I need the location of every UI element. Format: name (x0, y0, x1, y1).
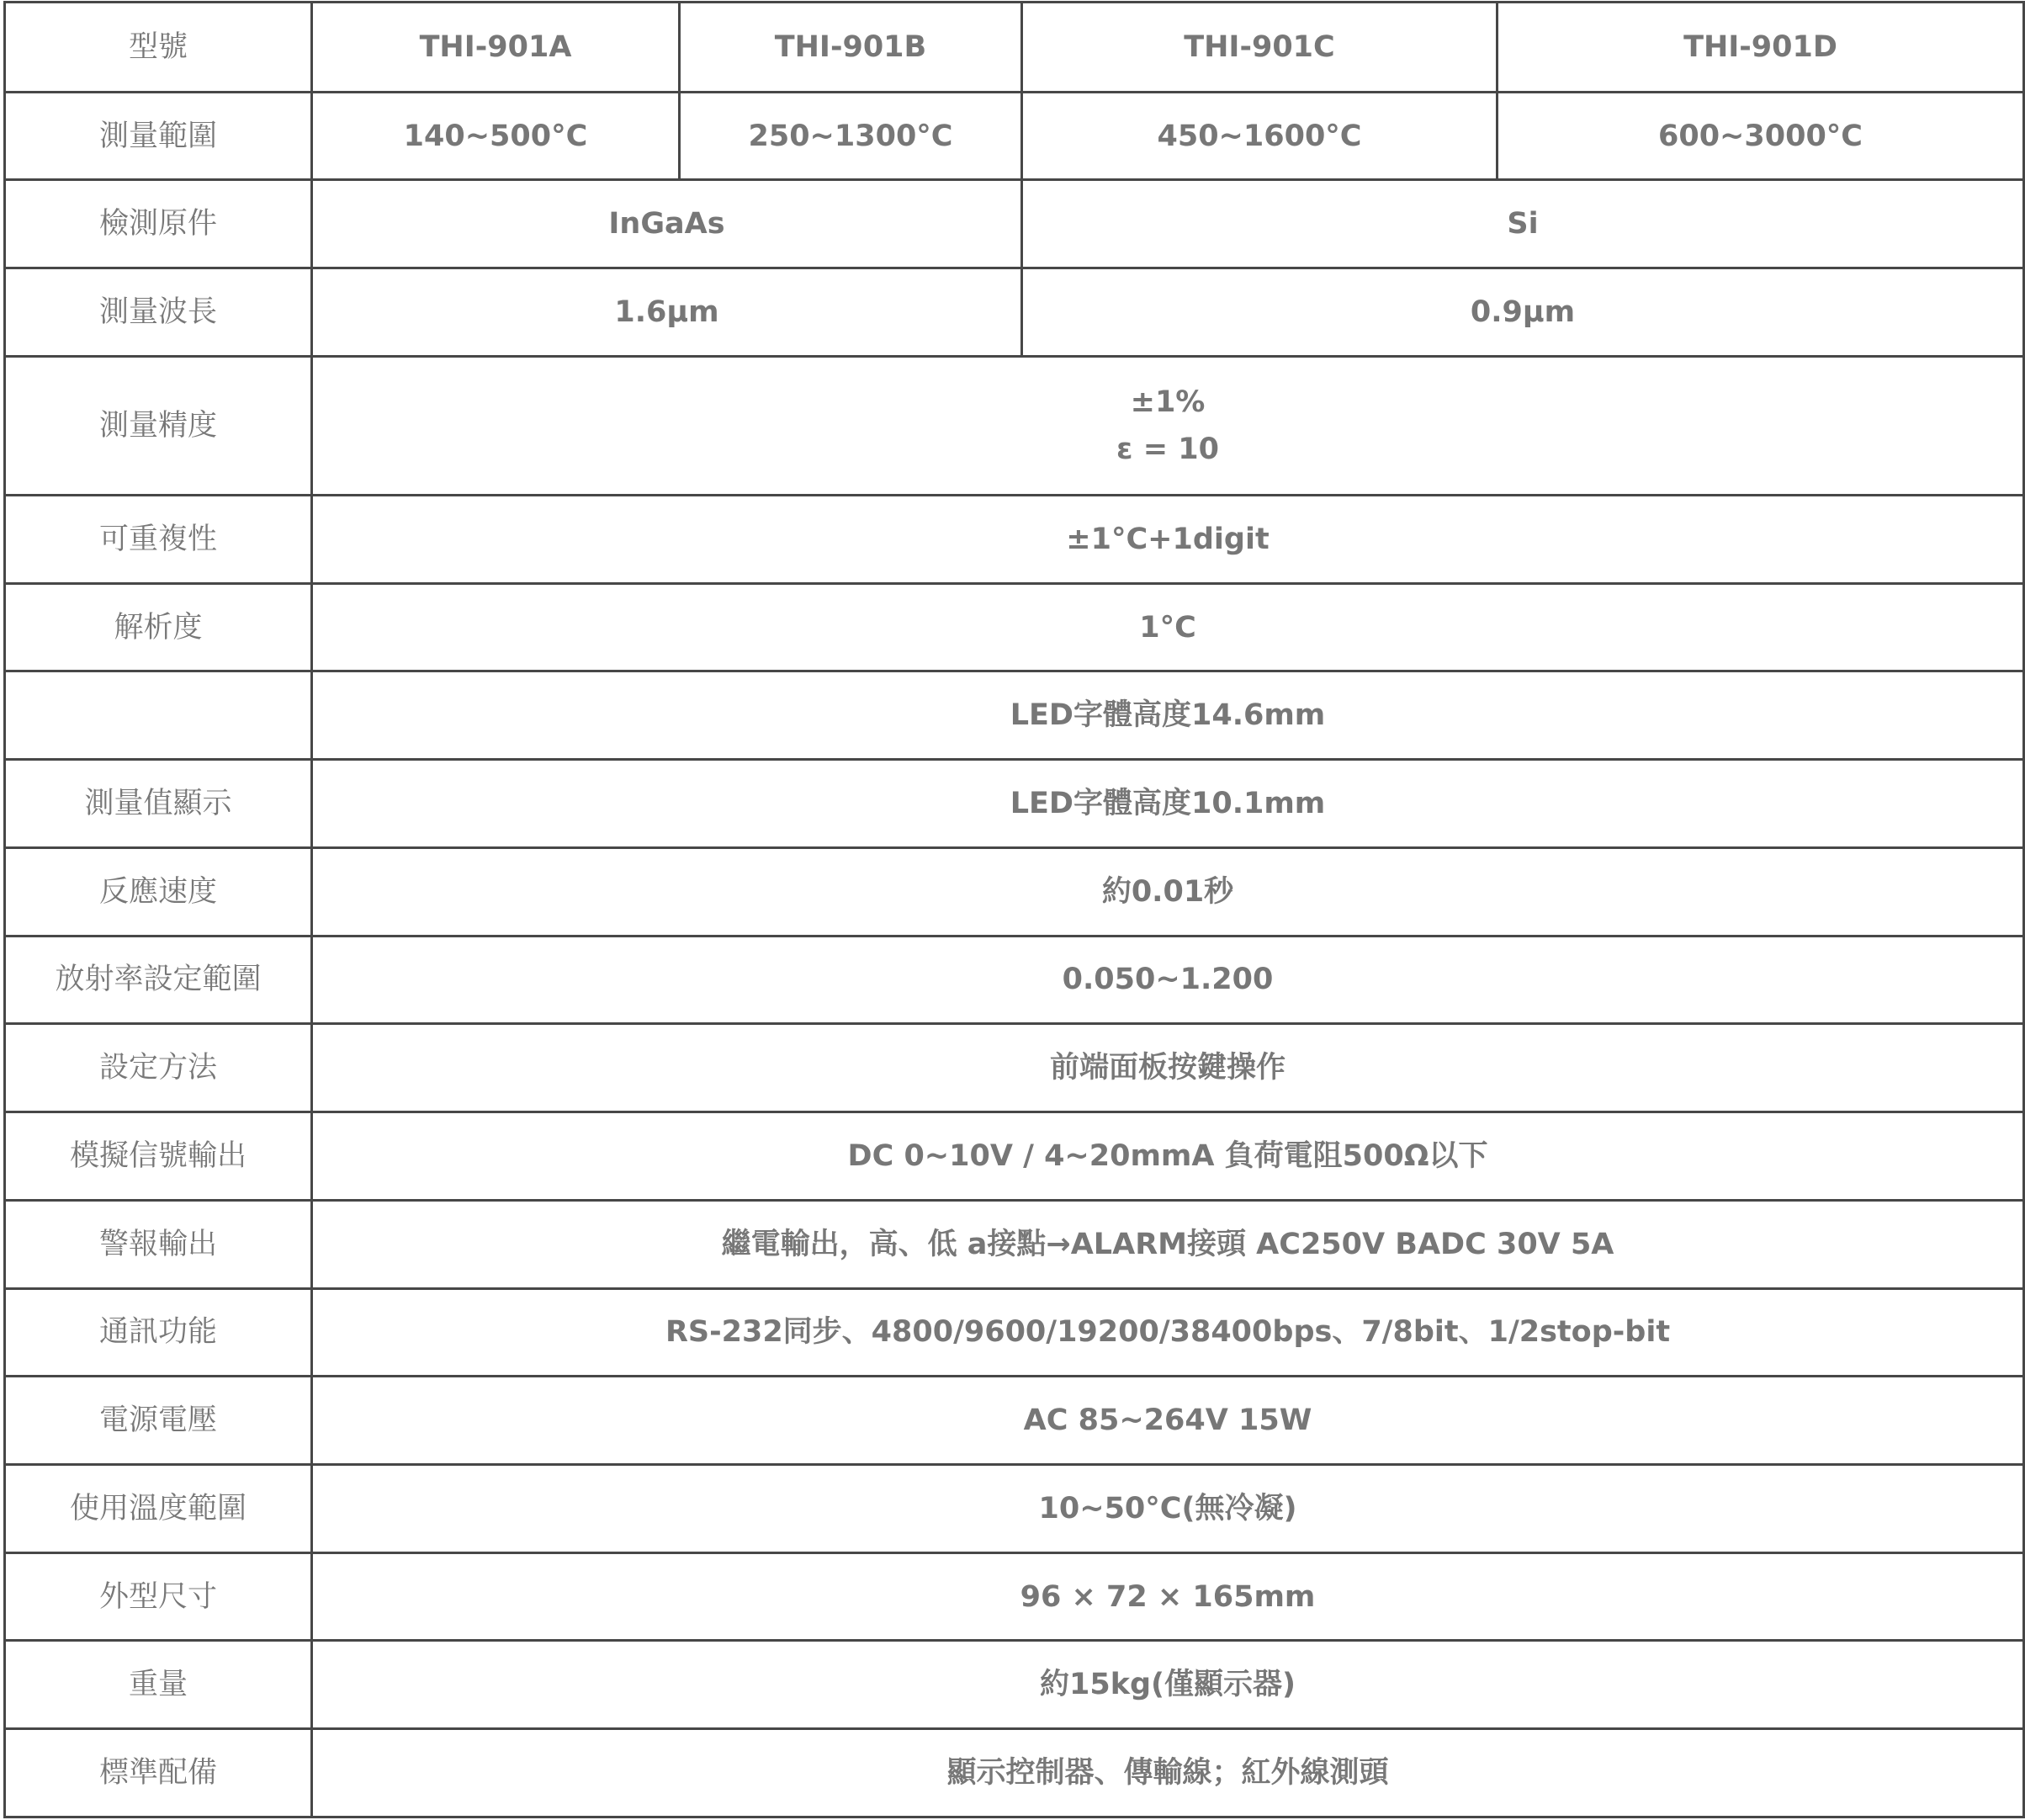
display-cell: LED字體高度14.6mm (312, 671, 2024, 760)
row-label-repeatability: 可重複性 (5, 496, 312, 584)
table-row (5, 356, 2024, 495)
table-row (5, 671, 2024, 760)
standard-cell: 顯示控制器、傳輸線；紅外線測頭 (312, 1729, 2024, 1817)
row-label-resolution: 解析度 (5, 583, 312, 671)
row-label-range: 測量範圍 (5, 92, 312, 180)
range-cell: 140~500°C (312, 92, 680, 180)
repeatability-cell: ±1°C+1digit (312, 496, 2024, 584)
comm-cell: RS-232同步、4800/9600/19200/38400bps、7/8bit、1/2stop-bit (312, 1288, 2024, 1377)
range-cell: 600~3000°C (1498, 92, 2024, 180)
accuracy-line: ±1% (1130, 385, 1206, 419)
size-cell: 96 × 72 × 165mm (312, 1552, 2024, 1641)
row-label-response: 反應速度 (5, 847, 312, 936)
table-row (5, 1200, 2024, 1288)
row-label-weight: 重量 (5, 1641, 312, 1729)
wavelength-cell: 0.9μm (1022, 268, 2024, 357)
row-label-standard: 標準配備 (5, 1729, 312, 1817)
table-row (5, 1464, 2024, 1552)
row-label-alarm: 警報輸出 (5, 1200, 312, 1288)
row-label-empty (5, 671, 312, 760)
spec-table (3, 1, 2025, 1818)
setting-cell: 前端面板按鍵操作 (312, 1024, 2024, 1112)
table-row (5, 1729, 2024, 1817)
table-row (5, 180, 2024, 268)
row-label-power: 電源電壓 (5, 1377, 312, 1465)
table-row (5, 847, 2024, 936)
row-label-comm: 通訊功能 (5, 1288, 312, 1377)
detector-cell: InGaAs (312, 180, 1022, 268)
power-cell: AC 85~264V 15W (312, 1377, 2024, 1465)
table-row (5, 268, 2024, 357)
range-cell: 250~1300°C (680, 92, 1022, 180)
model-cell: THI-901D (1498, 3, 2024, 93)
table-row (5, 1641, 2024, 1729)
wavelength-cell: 1.6μm (312, 268, 1022, 357)
row-label-size: 外型尺寸 (5, 1552, 312, 1641)
row-label-analog: 模擬信號輸出 (5, 1112, 312, 1201)
analog-cell: DC 0~10V / 4~20mmA 負荷電阻500Ω以下 (312, 1112, 2024, 1201)
table-row (5, 3, 2024, 93)
model-cell: THI-901C (1022, 3, 1498, 93)
accuracy-line: ε = 10 (1116, 432, 1219, 466)
table-row (5, 92, 2024, 180)
row-label-setting: 設定方法 (5, 1024, 312, 1112)
row-label-display: 測量值顯示 (5, 760, 312, 848)
row-label-temp: 使用溫度範圍 (5, 1464, 312, 1552)
model-cell: THI-901A (312, 3, 680, 93)
response-cell: 約0.01秒 (312, 847, 2024, 936)
table-row (5, 1112, 2024, 1201)
model-cell: THI-901B (680, 3, 1022, 93)
table-row (5, 1552, 2024, 1641)
table-row (5, 496, 2024, 584)
weight-cell: 約15kg(僅顯示器) (312, 1641, 2024, 1729)
row-label-accuracy: 測量精度 (5, 356, 312, 495)
alarm-cell: 繼電輸出，高、低 a接點→ALARM接頭 AC250V BADC 30V 5A (312, 1200, 2024, 1288)
resolution-cell: 1°C (312, 583, 2024, 671)
table-row (5, 583, 2024, 671)
row-label-wavelength: 測量波長 (5, 268, 312, 357)
table-row (5, 936, 2024, 1024)
row-label-detector: 檢測原件 (5, 180, 312, 268)
table-row (5, 1377, 2024, 1465)
accuracy-cell (312, 356, 2024, 495)
temp-cell: 10~50°C(無冷凝) (312, 1464, 2024, 1552)
row-label-emissivity: 放射率設定範圍 (5, 936, 312, 1024)
table-row (5, 760, 2024, 848)
table-row (5, 1288, 2024, 1377)
display-cell: LED字體高度10.1mm (312, 760, 2024, 848)
detector-cell: Si (1022, 180, 2024, 268)
row-label-model: 型號 (5, 3, 312, 93)
table-row (5, 1024, 2024, 1112)
range-cell: 450~1600°C (1022, 92, 1498, 180)
emissivity-cell: 0.050~1.200 (312, 936, 2024, 1024)
